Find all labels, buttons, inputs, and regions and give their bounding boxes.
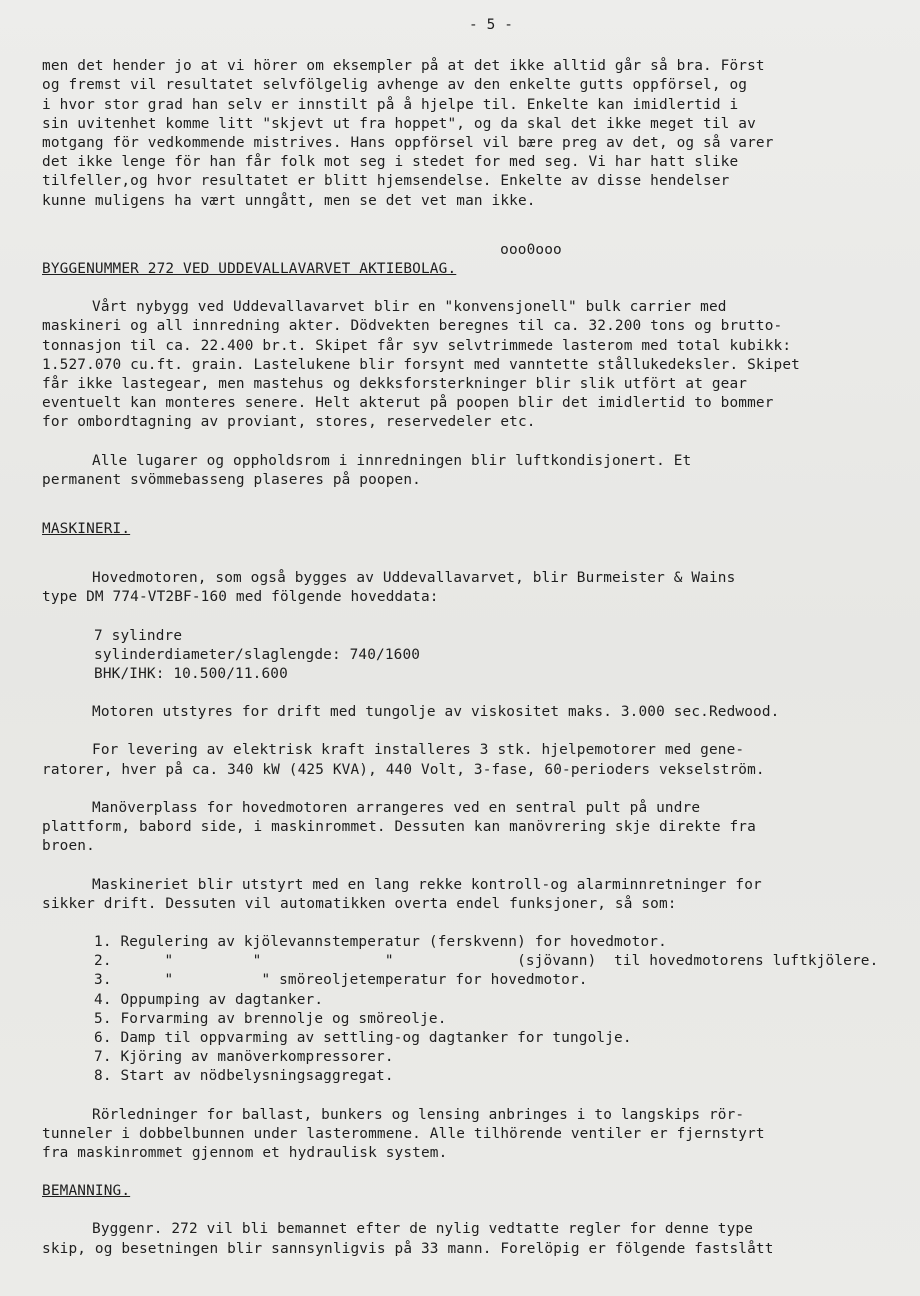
spacer	[42, 211, 900, 241]
elektrisk-kraft-paragraph: For levering av elektrisk kraft installeres 3 stk. hjelpemotorer med gene- ratorer, hver på ca. 340 kW (425 KVA), 440 Volt, 3-fase, 60-perioders vekselström.	[42, 742, 765, 778]
spec-line: BHK/IHK: 10.500/11.600	[94, 666, 288, 683]
list-item: 1. Regulering av kjölevannstemperatur (ferskvenn) for hovedmotor.	[94, 933, 667, 950]
bemanning-paragraph: Byggenr. 272 vil bli bemannet efter de nylig vedtatte regler for denne type skip, og besetningen blir sannsynligvis på 33 mann. Forelöpig er fölgende fastslått	[42, 1221, 774, 1257]
manoverplass-paragraph: Manöverplass for hovedmotoren arrangeres ved en sentral pult på undre plattform, babord side, i maskinrommet. Dessuten kan manövrering skje direkte fra broen.	[42, 799, 756, 855]
spacer	[42, 433, 900, 452]
spacer	[42, 722, 900, 741]
lugarer-paragraph: Alle lugarer og oppholdsrom i innredningen blir luftkondisjonert. Et permanent svömmebasseng plaseres på poopen.	[42, 452, 692, 488]
list-item: 4. Oppumping av dagtanker.	[94, 991, 324, 1008]
section-heading-maskineri: MASKINERI.	[42, 521, 131, 538]
tungolje-paragraph: Motoren utstyres for drift med tungolje av viskositet maks. 3.000 sec.Redwood.	[92, 704, 780, 721]
section-heading-byggenummer: BYGGENUMMER 272 VED UDDEVALLAVARVET AKTIEBOLAG.	[42, 261, 457, 278]
list-item: 8. Start av nödbelysningsaggregat.	[94, 1068, 394, 1085]
section-separator: ooo0ooo	[500, 241, 562, 258]
list-item: 6. Damp til oppvarming av settling-og dagtanker for tungolje.	[94, 1029, 632, 1046]
spacer	[42, 490, 900, 520]
spacer	[42, 539, 900, 569]
automation-list	[94, 933, 900, 1087]
list-item: 3. " " smöreoljetemperatur for hovedmotor.	[94, 972, 588, 989]
nybygg-paragraph: Vårt nybygg ved Uddevallavarvet blir en "konvensjonell" bulk carrier med maskineri og all innredning akter. Dödvekten beregnes til ca. 32.200 tons og brutto- tonnasjon til ca. 22.400 br.t. Skipet får syv selvtrimmede lasterom med total kubikk: 1.527.070 cu.ft. grain. Lastelukene blir forsynt med vanntette stållukedeksler. Skipet får ikke lastegear, men mastehus og dekksforsterkninger blir slik utfört at gear eventuelt kan monteres senere. Helt akterut på poopen blir det imidlertid to bommer for ombordtagning av proviant, stores, reservedeler etc.	[42, 299, 800, 431]
rorledninger-paragraph: Rörledninger for ballast, bunkers og lensing anbringes i to langskips rör- tunneler i dobbelbunnen under lasterommene. Alle tilhörende ventiler er fjernstyrt fra maskinrommet gjennom et hydraulisk system.	[42, 1106, 765, 1161]
spacer	[42, 1163, 900, 1182]
automatikk-paragraph: Maskineriet blir utstyrt med en lang rekke kontroll-og alarminnretninger for sikker drift. Dessuten vil automatikken overta endel funksjoner, så som:	[42, 876, 762, 912]
section-heading-bemanning: BEMANNING.	[42, 1183, 131, 1200]
spec-line: 7 sylindre	[94, 627, 183, 644]
spacer	[42, 608, 900, 627]
spacer	[42, 857, 900, 876]
spec-line: sylinderdiameter/slaglengde: 740/1600	[94, 646, 421, 663]
list-item: 5. Forvarming av brennolje og smöreolje.	[94, 1010, 447, 1027]
spacer	[42, 1201, 900, 1220]
hovedmotor-paragraph: Hovedmotoren, som også bygges av Uddevallavarvet, blir Burmeister & Wains type DM 774-VT2BF-160 med fölgende hoveddata:	[42, 570, 736, 606]
page-number: - 5 -	[468, 17, 514, 33]
intro-paragraph: men det hender jo at vi hörer om eksempler på at det ikke alltid går så bra. Först og fremst vil resultatet selvfölgelig avhenge av den enkelte gutts oppförsel, og i hvor stor grad han selv er innstilt på å hjelpe til. Enkelte kan imidlertid i sin uvitenhet komme litt "skjevt ut fra hoppet", og da skal det ikke meget til av motgang för vedkommende mistrives. Hans oppförsel vil bære preg av det, og så varer det ikke lenge för han får folk mot seg i stedet for med seg. Vi har hatt slike tilfeller,og hvor resultatet er blitt hjemsendelse. Enkelte av disse hendelser kunne muligens ha vært unngått, men se det vet man ikke.	[42, 58, 774, 209]
engine-specs	[94, 627, 900, 685]
list-item: 7. Kjöring av manöverkompressorer.	[94, 1049, 394, 1066]
spacer	[42, 780, 900, 799]
spacer	[42, 684, 900, 703]
list-item: 2. " " " (sjövann) til hovedmotorens luftkjölere.	[94, 953, 879, 970]
spacer	[42, 279, 900, 298]
spacer	[42, 914, 900, 933]
spacer	[42, 1087, 900, 1106]
